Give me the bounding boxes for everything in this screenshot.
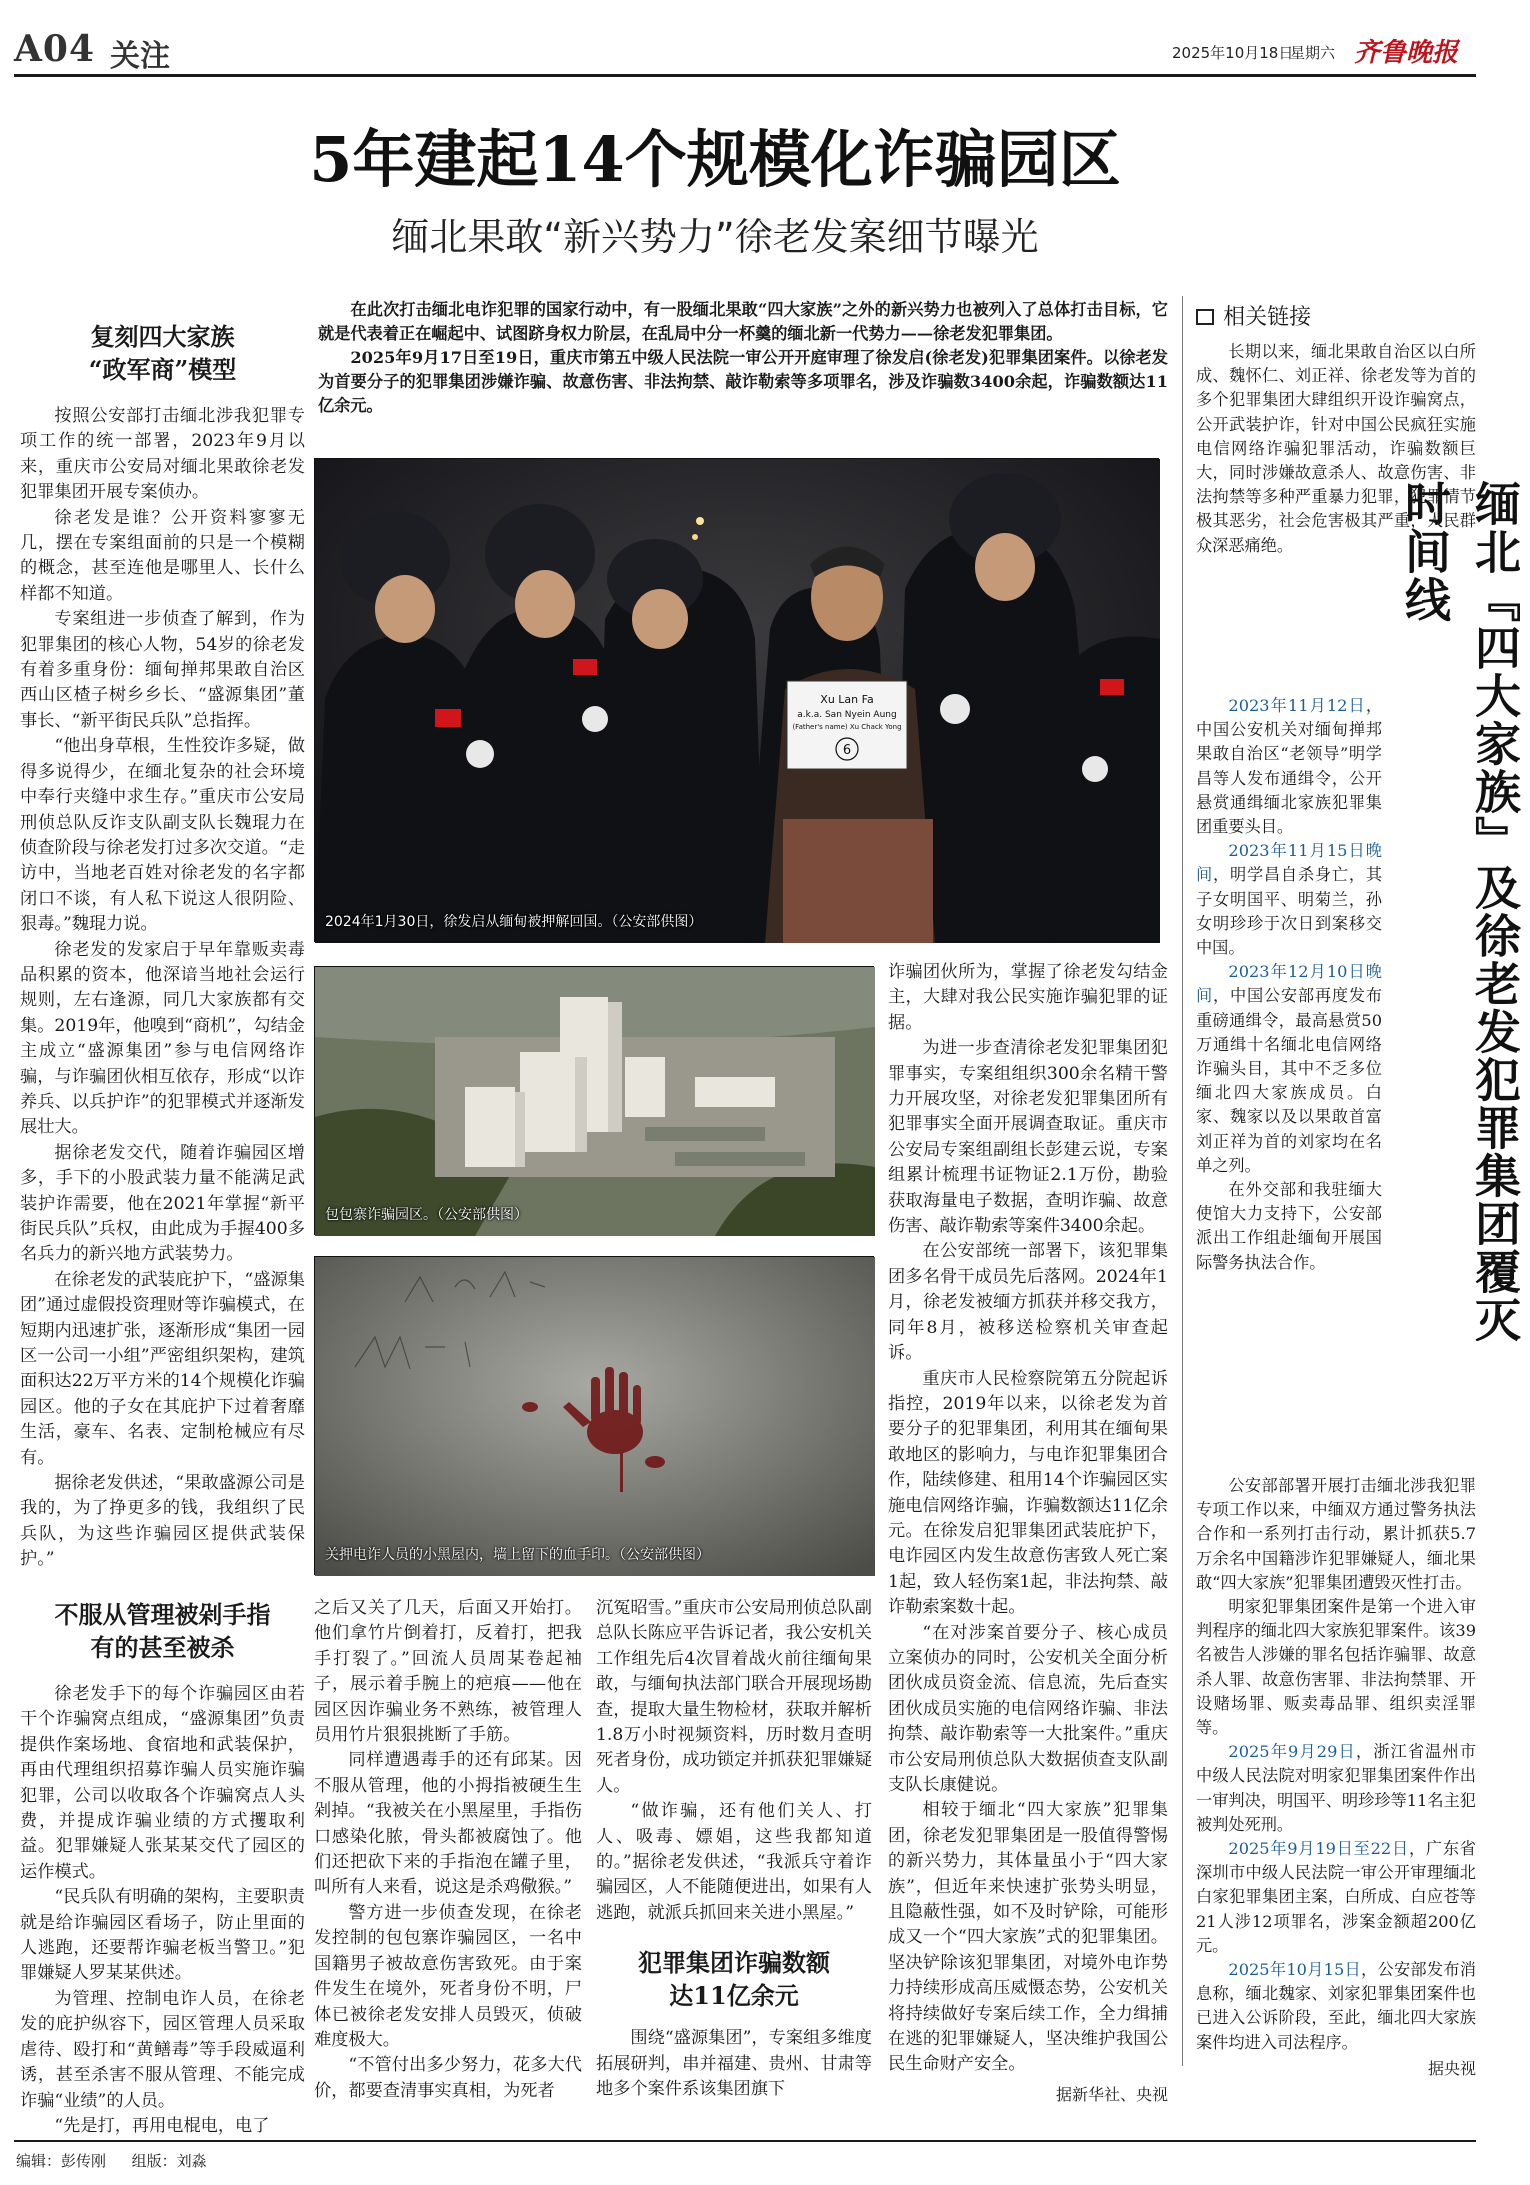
timeline-entry: 2023年12月10日晚间，中国公安部再度发布重磅通缉令，最高悬赏50万通缉十名缅北电信网络诈骗头目，其中不乏多位缅北四大家族成员。白家、魏家以及以果敢首富刘正祥为首的刘家均在名单之列。 (1196, 962, 1383, 1175)
column-1-lower (20, 1598, 305, 2139)
col4-source: 据新华社、央视 (1055, 2084, 1168, 2104)
column-1 (20, 320, 305, 1573)
masthead (14, 28, 1474, 74)
subheading-2: 不服从管理被剁手指 有的甚至被杀 (54, 1600, 271, 1662)
header-rule (14, 74, 1476, 77)
placard-father: (Father's name) Xu Chack Yong (792, 723, 902, 731)
issue-weekday: 星期六 (1290, 44, 1336, 62)
sidebar-timeline-lower (1196, 1474, 1476, 2081)
timeline-entry: 2025年10月15日，公安部发布消息称，缅北魏家、刘家犯罪集团案件也已进入公诉阶段，至此，缅北四大家族案件均进入司法程序。 (1196, 1960, 1476, 2052)
link-box-icon (1196, 309, 1214, 325)
footer-layout: 组版：刘淼 (131, 2152, 207, 2170)
column-2: 之后又关了几天，后面又开始打。他们拿竹片倒着打，反着打，把我手打裂了。”回流人员周某卷起袖子，展示着手腕上的疤痕——他在园区因诈骗业务不熟练，被管理人员用竹片狠狠挑断了手筋。 同样遭遇毒手的还有邱某。因不服从管理，他的小拇指被硬生生剁掉。“我被关在小黑屋里，手指伤口感染化脓，骨头都被腐蚀了。他们还把砍下来的手指泡在罐子里，叫所有人来看，说这是杀鸡儆猴。” 警方进一步侦查发现，在徐老发控制的包包寨诈骗园区，一名中国籍男子被故意伤害致死。由于案件发生在境外，死者身份不明，尸体已被徐老发安排人员毁灭，侦破难度极大。 “不管付出多少努力，花多大代价，都要查清事实真相，为死者 (314, 1598, 582, 2101)
photo-handprint (314, 1256, 874, 1575)
timeline-entry: 2023年11月12日，中国公安机关对缅甸掸邦果敢自治区“老领导”明学昌等人发布通缉令，公开悬赏通缉缅北家族犯罪集团重要头目。 (1196, 696, 1382, 837)
sidebar-vertical-title: 缅北『四大家族』及徐老发犯罪集团覆灭时间线 (1398, 480, 1522, 1344)
timeline-entry: 2025年9月29日，浙江省温州市中级人民法院对明家犯罪集团案件作出一审判决，明国平、明珍珍等11名主犯被判处死刑。 (1196, 1742, 1477, 1834)
col1-body-1: 按照公安部打击缅北涉我犯罪专项工作的统一部署，2023年9月以来，重庆市公安局对缅北果敢徐老发犯罪集团开展专案侦办。 徐老发是谁？公开资料寥寥无几，摆在专案组面前的只是一个模糊的概念，甚至连他是哪里人、长什么样都不知道。 专案组进一步侦查了解到，作为犯罪集团的核心人物，54岁的徐老发有着多重身份：缅甸掸邦果敢自治区西山区楂子树乡乡长、“盛源集团”董事长、“新平街民兵队”总指挥。 “他出身草根，生性狡诈多疑，做得多说得少，在缅北复杂的社会环境中奉行夹缝中求生存。”重庆市公安局刑侦总队反诈支队副支队长魏琨力在侦查阶段与徐老发打过多次交道。“走访中，当地老百姓对徐老发的名字都闭口不谈，有人私下说这人很阴险、狠毒。”魏琨力说。 徐老发的发家启于早年靠贩卖毒品积累的资本，他深谙当地社会运行规则，左右逢源，同几大家族都有交集。2019年，他嗅到“商机”，勾结金主成立“盛源集团”参与电信网络诈骗，与诈骗团伙相互依存，形成“以诈养兵、以兵护诈”的犯罪模式并逐渐发展壮大。 据徐老发交代，随着诈骗园区增多，手下的小股武装力量不能满足武装护诈需要，他在2021年掌握“新平街民兵队”兵权，由此成为手握400多名兵力的新兴地方武装势力。 在徐老发的武装庇护下，“盛源集团”通过虚假投资理财等诈骗模式，在短期内迅速扩张，逐渐形成“集团一园区一公司一小组”严密组织架构，建筑面积达22万平方米的14个规模化诈骗园区。他的子女在其庇护下过着奢靡生活，豪车、名表、定制枪械应有尽有。 据徐老发供述，“果敢盛源公司是我的，为了挣更多的钱，我组织了民兵队，为这些诈骗园区提供武装保护。” (20, 406, 305, 1570)
sidebar-timeline (1196, 694, 1382, 1275)
timeline-entry: 明家犯罪集团案件是第一个进入审判程序的缅北四大家族犯罪案件。该39名被告人涉嫌的罪名包括诈骗罪、故意杀人罪、故意伤害罪、非法拘禁罪、开设赌场罪、贩卖毒品罪、组织卖淫罪等。 (1196, 1597, 1476, 1738)
col1-body-2: 徐老发手下的每个诈骗园区由若干个诈骗窝点组成，“盛源集团”负责提供作案场地、食宿地和武装保护，再由代理组织招募诈骗人员实施诈骗犯罪，公司以收取各个诈骗窝点人头费，并提成诈骗业绩的方式攫取利益。犯罪嫌疑人张某某交代了园区的运作模式。 “民兵队有明确的架构，主要职责就是给诈骗园区看场子，防止里面的人逃跑，还要帮诈骗老板当警卫。”犯罪嫌疑人罗某某供述。 为管理、控制电诈人员，在徐老发的庇护纵容下，园区管理人员采取虐待、殴打和“黄鳝毒”等手段威逼利诱，甚至杀害不服从管理、不能完成诈骗“业绩”的人员。 “先是打，再用电棍电，电了 (20, 1684, 305, 2136)
photo-compound-caption: 包包寨诈骗园区。（公安部供图） (325, 1207, 528, 1223)
sidebar-source: 据央视 (1427, 2058, 1476, 2078)
timeline-entry: 2025年9月19日至22日，广东省深圳市中级人民法院一审公开审理缅北白家犯罪集团主案，白所成、白应苍等21人涉12项罪名，涉案金额超200亿元。 (1196, 1839, 1476, 1955)
lead-text: 在此次打击缅北电诈犯罪的国家行动中，有一股缅北果敢“四大家族”之外的新兴势力也被列入了总体打击目标，它就是代表着正在崛起中、试图跻身权力阶层，在乱局中分一杯羹的缅北新一代势力——徐老发犯罪集团。 2025年9月17日至19日，重庆市第五中级人民法院一审公开开庭审理了徐发启(徐老发)犯罪集团案件。以徐老发为首要分子的犯罪集团涉嫌诈骗、故意伤害、非法拘禁、敲诈勒索等多项罪名，涉及诈骗数3400余起，诈骗数额达11亿余元。 (318, 300, 1168, 415)
footer (16, 2150, 416, 2171)
photo-compound (314, 966, 874, 1235)
sidebar-heading: 相关链接 (1196, 300, 1456, 330)
section-name: 关注 (110, 39, 170, 74)
column-3: 沉冤昭雪。”重庆市公安局刑侦总队副总队长陈应平告诉记者，我公安机关工作组先后4次冒着战火前往缅甸果敢，与缅甸执法部门联合开展现场勘查，提取大量生物检材，获取并解析1.8万小时视频资料，历时数月查明死者身份，成功锁定并抓获犯罪嫌疑人。 “做诈骗，还有他们关人、打人、吸毒、嫖娼，这些我都知道的。”据徐老发供述，“我派兵守着诈骗园区，人不能随便进出，如果有人逃跑，就派兵抓回来关进小黑屋。” 犯罪集团诈骗数额 达11亿余元 围绕“盛源集团”，专案组多维度拓展研判，串并福建、贵州、甘肃等地多个案件系该集团旗下 (596, 1598, 872, 2100)
subheading-3: 犯罪集团诈骗数额 达11亿余元 (638, 1948, 830, 2011)
placard-number: 6 (842, 743, 852, 758)
column-4: 诈骗团伙所为，掌握了徐老发勾结金主，大肆对我公民实施诈骗犯罪的证据。 为进一步查清徐老发犯罪集团犯罪事实，专案组组织300余名精干警力开展攻坚，对徐老发犯罪集团所有犯罪事实全面开展调查取证。重庆市公安局专案组副组长彭建云说，专案组累计梳理书证物证2.1万份，勘验获取海量电子数据，查明诈骗、故意伤害、敲诈勒索等案件3400余起。 在公安部统一部署下，该犯罪集团多名骨干成员先后落网。2024年1月，徐老发被缅方抓获并移交我方，同年8月，被移送检察机关审查起诉。 重庆市人民检察院第五分院起诉指控，2019年以来，以徐老发为首要分子的犯罪集团，利用其在缅甸果敢地区的影响力，与电诈犯罪集团合作，陆续修建、租用14个诈骗园区实施电信网络诈骗，诈骗数额达11亿余元。在徐发启犯罪集团武装庇护下，电诈园区内发生故意伤害致人死亡案1起，致人轻伤案1起，非法拘禁、敲诈勒索案数十起。 “在对涉案首要分子、核心成员立案侦办的同时，公安机关全面分析团伙成员资金流、信息流，先后查实团伙成员实施的电信网络诈骗、非法拘禁、敲诈勒索等一大批案件。”重庆市公安局刑侦总队大数据侦查支队副支队长康健说。 相较于缅北“四大家族”犯罪集团，徐老发犯罪集团是一股值得警惕的新兴势力，其体量虽小于“四大家族”，但近年来快速扩张势头明显，且隐蔽性强，如不及时铲除，可能形成又一个“四大家族”式的犯罪集团。坚决铲除该犯罪集团，对境外电诈势力持续形成高压威慑态势，公安机关将持续做好专案后续工作，全力缉捕在逃的犯罪嫌疑人，坚决维护我国公民生命财产安全。 据新华社、央视 (888, 962, 1168, 2104)
issue-date: 2025年10月18日 (1172, 44, 1294, 62)
subheading-1: 复刻四大家族 “政军商”模型 (88, 322, 237, 384)
placard-name: Xu Lan Fa (820, 693, 874, 706)
handprint-wall-image (315, 1257, 875, 1576)
timeline-entry: 2023年11月15日晚间，明学昌自杀身亡，其子女明国平、明菊兰，孙女明珍珍于次日到案移交中国。 (1196, 841, 1383, 958)
footer-editor: 编辑：彭传刚 (16, 2152, 107, 2170)
timeline-entry: 在外交部和我驻缅大使馆大力支持下，公安部派出工作组赴缅甸开展国际警务执法合作。 (1196, 1180, 1382, 1272)
photo-handprint-caption: 关押电诈人员的小黑屋内，墙上留下的血手印。（公安部供图） (325, 1547, 710, 1563)
photo-arrest-caption: 2024年1月30日，徐发启从缅甸被押解回国。（公安部供图） (325, 914, 703, 930)
placard-alias: a.k.a. San Nyein Aung (797, 710, 897, 720)
sidebar-divider (1182, 296, 1183, 2066)
headline-subtitle: 缅北果敢“新兴势力”徐老发案细节曝光 (391, 215, 1039, 259)
photo-arrest (314, 458, 1159, 942)
compound-aerial-image (315, 967, 875, 1236)
paper-logo: 齐鲁晚报 (1354, 38, 1459, 68)
headline-title: 5年建起14个规模化诈骗园区 (309, 123, 1121, 196)
arrest-scene-image (315, 459, 1160, 943)
page-number: A04 (14, 28, 96, 70)
timeline-entry: 公安部部署开展打击缅北涉我犯罪专项工作以来，中缅双方通过警务执法合作和一系列打击行动，累计抓获5.7万余名中国籍涉诈犯罪嫌疑人，缅北果敢“四大家族”犯罪集团遭毁灭性打击。 (1196, 1476, 1476, 1592)
footer-rule (14, 2140, 1476, 2142)
sidebar-intro: 长期以来，缅北果敢自治区以白所成、魏怀仁、刘正祥、徐老发等为首的多个犯罪集团大肆组织开设诈骗窝点，公开武装护诈，针对中国公民疯狂实施电信网络诈骗犯罪活动，诈骗数额巨大，同时涉嫌故意杀人、故意伤害、非法拘禁等多种严重暴力犯罪，犯罪情节极其恶劣，社会危害极其严重，人民群众深恶痛绝。 (1196, 342, 1476, 555)
